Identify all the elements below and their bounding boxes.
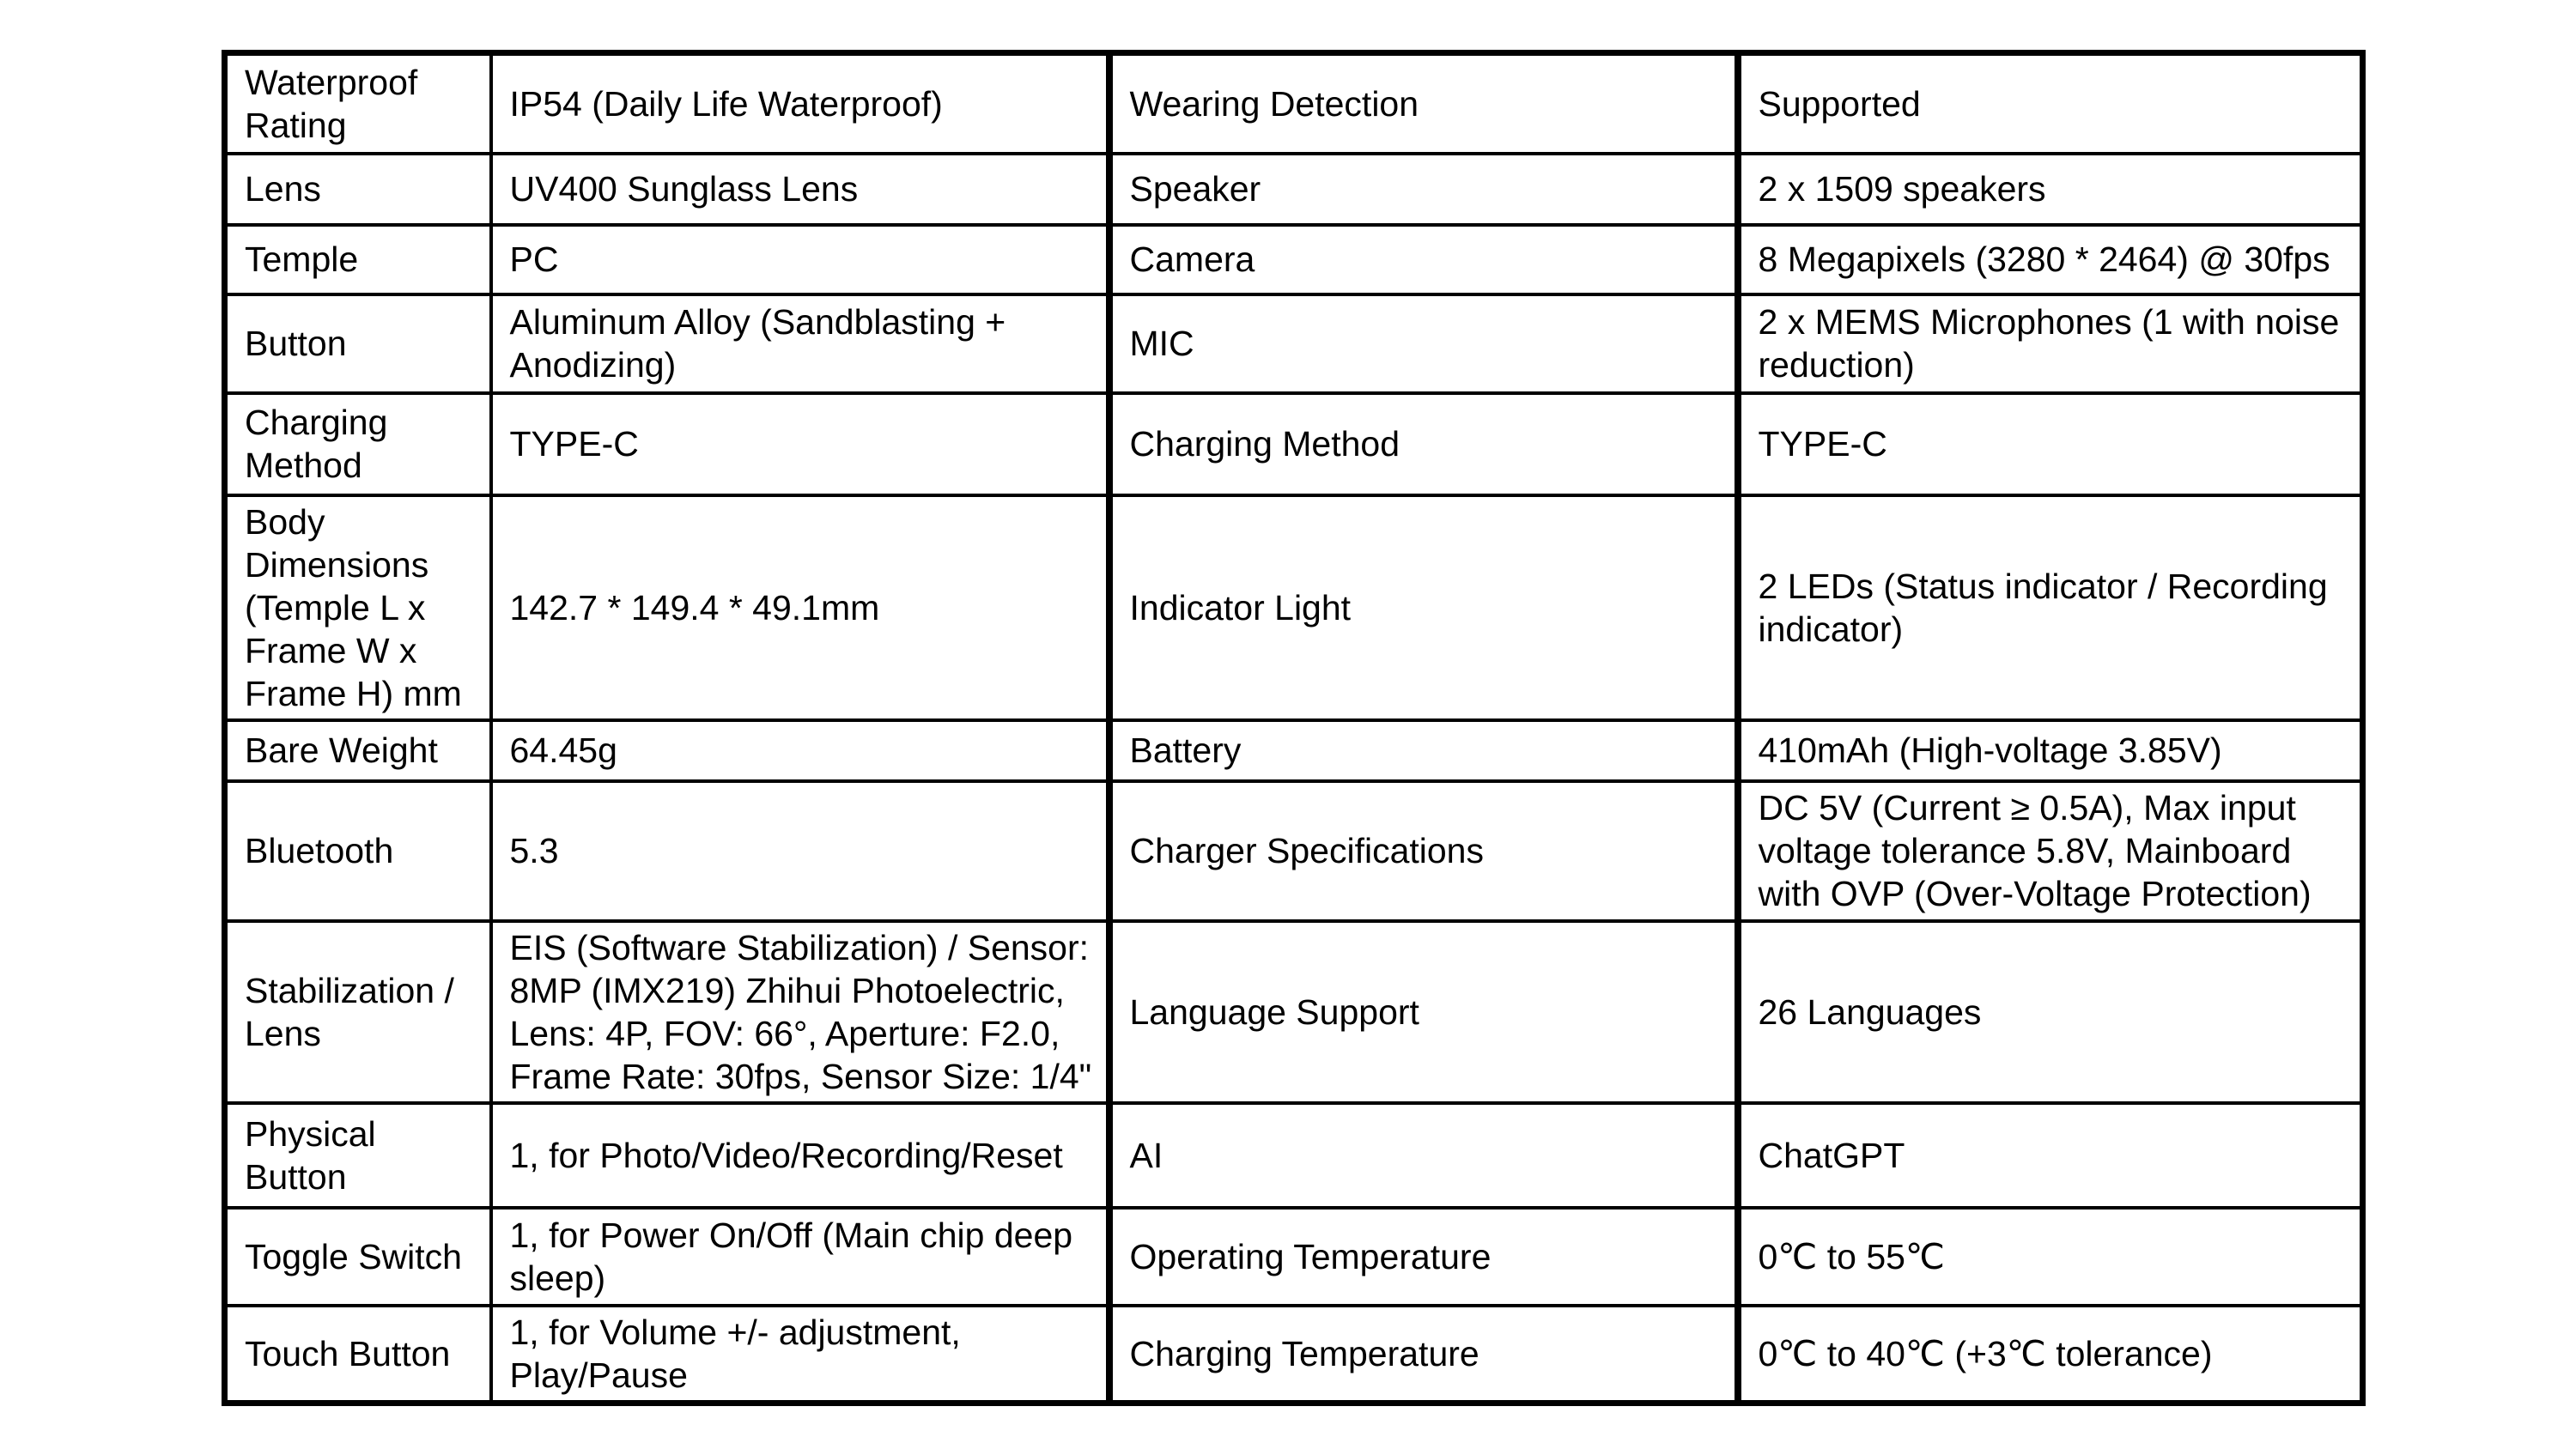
spec-label-cell: Physical Button [225, 1103, 491, 1208]
spec-value-cell: 26 Languages [1738, 921, 2363, 1103]
spec-label-cell: Bare Weight [225, 720, 491, 781]
table-row [225, 154, 2363, 225]
spec-table [222, 50, 2366, 1406]
spec-value-cell: 1, for Volume +/- adjustment, Play/Pause [491, 1306, 1109, 1404]
spec-label-cell: Operating Temperature [1109, 1208, 1738, 1306]
spec-value-cell: PC [491, 225, 1109, 294]
spec-value-cell: 2 x 1509 speakers [1738, 154, 2363, 225]
spec-label-cell: MIC [1109, 294, 1738, 393]
spec-value-cell: DC 5V (Current ≥ 0.5A), Max input voltage tolerance 5.8V, Mainboard with OVP (Over-Voltage Protection) [1738, 781, 2363, 921]
spec-label-cell: Lens [225, 154, 491, 225]
table-row [225, 1208, 2363, 1306]
spec-label-cell: Camera [1109, 225, 1738, 294]
spec-label-cell: Charging Method [225, 393, 491, 495]
spec-value-cell: 64.45g [491, 720, 1109, 781]
spec-value-cell: TYPE-C [1738, 393, 2363, 495]
spec-label-cell: Language Support [1109, 921, 1738, 1103]
spec-value-cell: 8 Megapixels (3280 * 2464) @ 30fps [1738, 225, 2363, 294]
spec-label-cell: Toggle Switch [225, 1208, 491, 1306]
table-row [225, 225, 2363, 294]
spec-label-cell: Battery [1109, 720, 1738, 781]
spec-label-cell: Temple [225, 225, 491, 294]
spec-value-cell: 2 LEDs (Status indicator / Recording indicator) [1738, 495, 2363, 720]
spec-value-cell: Supported [1738, 53, 2363, 154]
spec-value-cell: Aluminum Alloy (Sandblasting + Anodizing) [491, 294, 1109, 393]
spec-label-cell: Speaker [1109, 154, 1738, 225]
spec-value-cell: 410mAh (High-voltage 3.85V) [1738, 720, 2363, 781]
spec-value-cell: ChatGPT [1738, 1103, 2363, 1208]
table-row [225, 294, 2363, 393]
spec-value-cell: 0℃ to 40℃ (+3℃ tolerance) [1738, 1306, 2363, 1404]
spec-label-cell: Touch Button [225, 1306, 491, 1404]
spec-value-cell: EIS (Software Stabilization) / Sensor: 8MP (IMX219) Zhihui Photoelectric, Lens: 4P, FOV: 66°, Aperture: F2.0, Frame Rate: 30fps, Sensor Size: 1/4" [491, 921, 1109, 1103]
spec-value-cell: 1, for Photo/Video/Recording/Reset [491, 1103, 1109, 1208]
spec-value-cell: UV400 Sunglass Lens [491, 154, 1109, 225]
spec-label-cell: Wearing Detection [1109, 53, 1738, 154]
spec-value-cell: 0℃ to 55℃ [1738, 1208, 2363, 1306]
spec-label-cell: Bluetooth [225, 781, 491, 921]
spec-label-cell: Stabilization / Lens [225, 921, 491, 1103]
spec-value-cell: 5.3 [491, 781, 1109, 921]
spec-label-cell: Charging Temperature [1109, 1306, 1738, 1404]
spec-label-cell: Body Dimensions (Temple L x Frame W x Frame H) mm [225, 495, 491, 720]
spec-label-cell: Waterproof Rating [225, 53, 491, 154]
spec-label-cell: Charger Specifications [1109, 781, 1738, 921]
table-row [225, 495, 2363, 720]
table-row [225, 720, 2363, 781]
spec-value-cell: 1, for Power On/Off (Main chip deep sleep) [491, 1208, 1109, 1306]
table-row [225, 921, 2363, 1103]
spec-label-cell: AI [1109, 1103, 1738, 1208]
table-row [225, 53, 2363, 154]
spec-label-cell: Indicator Light [1109, 495, 1738, 720]
spec-value-cell: IP54 (Daily Life Waterproof) [491, 53, 1109, 154]
table-row [225, 393, 2363, 495]
table-row [225, 781, 2363, 921]
spec-value-cell: 142.7 * 149.4 * 49.1mm [491, 495, 1109, 720]
table-row [225, 1103, 2363, 1208]
spec-value-cell: TYPE-C [491, 393, 1109, 495]
table-row [225, 1306, 2363, 1404]
spec-value-cell: 2 x MEMS Microphones (1 with noise reduction) [1738, 294, 2363, 393]
spec-label-cell: Charging Method [1109, 393, 1738, 495]
spec-label-cell: Button [225, 294, 491, 393]
spec-table-body [225, 53, 2363, 1404]
